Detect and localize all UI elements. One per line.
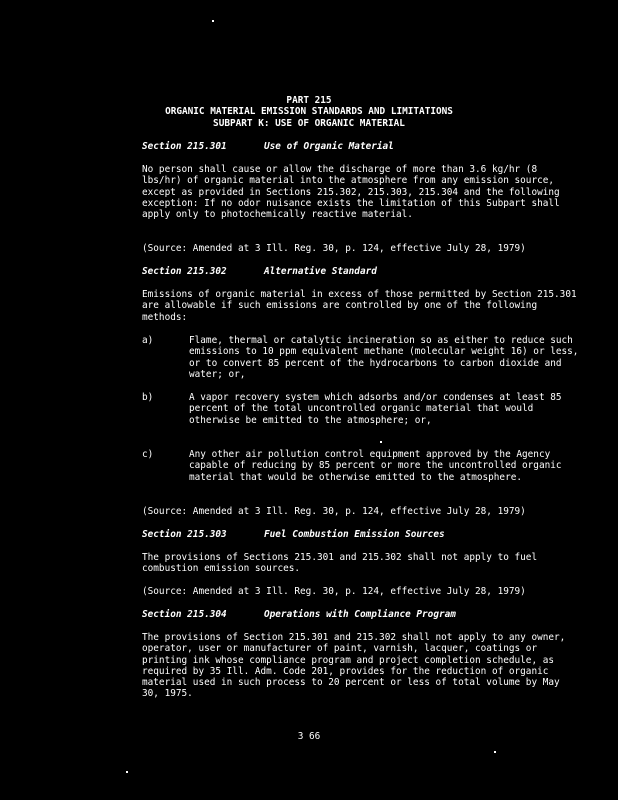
section-301-number: Section 215.301 — [142, 141, 227, 152]
section-301-title: Use of Organic Material — [264, 141, 394, 152]
section-304-number: Section 215.304 — [142, 609, 227, 620]
list-item-text: Flame, thermal or catalytic incineration so as either to reduce such emissions to 10 ppm equivalent methane (molecular weight 16) or less, or to convert 85 percent of the hydrocarbons to carbon dioxide and water; or, — [189, 335, 579, 380]
section-303-heading — [142, 529, 582, 540]
section-302-title: Alternative Standard — [264, 266, 377, 277]
scan-speck — [212, 20, 214, 22]
section-301-heading — [142, 141, 582, 152]
section-303-number: Section 215.303 — [142, 529, 227, 540]
scan-speck — [380, 441, 382, 443]
list-item-text: A vapor recovery system which adsorbs and/or condenses at least 85 percent of the total uncontrolled organic material that would otherwise be emitted to the atmosphere; or, — [189, 392, 562, 426]
part-heading: PART 215 — [286, 95, 332, 106]
list-item-label: a) — [142, 335, 154, 346]
part-title: ORGANIC MATERIAL EMISSION STANDARDS AND LIMITATIONS — [165, 106, 453, 118]
section-302-source: (Source: Amended at 3 Ill. Reg. 30, p. 124, effective July 28, 1979) — [142, 506, 526, 517]
section-302-number: Section 215.302 — [142, 266, 227, 277]
list-item-label: b) — [142, 392, 154, 403]
list-item-text: Any other air pollution control equipment approved by the Agency capable of reducing by 85 percent or more the uncontrolled organic material that would be otherwise emitted to the atmosphere. — [189, 449, 562, 483]
section-303-title: Fuel Combustion Emission Sources — [264, 529, 445, 540]
page-number: 3 66 — [297, 731, 321, 742]
list-item-label: c) — [142, 449, 154, 460]
section-301-body: No person shall cause or allow the discharge of more than 3.6 kg/hr (8 lbs/hr) of organic material into the atmosphere from any emission source, except as provided in Sections 215.302, 215.303, 215.304 and the following exception: If no odor nuisance exists the limitation of this Subpart shall apply only to photochemically reactive material. — [142, 164, 560, 221]
section-301-source: (Source: Amended at 3 Ill. Reg. 30, p. 124, effective July 28, 1979) — [142, 243, 526, 254]
section-304-body: The provisions of Section 215.301 and 215.302 shall not apply to any owner, operator, user or manufacturer of paint, varnish, lacquer, coatings or printing ink whose compliance program and project completion schedule, as required by 35 Ill. Adm. Code 201, provides for the reduction of organic material used in such process to 20 percent or less of total volume by May 30, 1975. — [142, 632, 566, 700]
scan-speck — [126, 771, 128, 773]
section-302-heading — [142, 266, 582, 277]
document-header — [0, 95, 618, 129]
scan-speck — [494, 751, 496, 753]
section-303-body: The provisions of Sections 215.301 and 215.302 shall not apply to fuel combustion emission sources. — [142, 552, 538, 575]
section-304-heading — [142, 609, 582, 620]
subpart-title: SUBPART K: USE OF ORGANIC MATERIAL — [213, 117, 405, 129]
section-304-title: Operations with Compliance Program — [264, 609, 456, 620]
section-302-intro: Emissions of organic material in excess of those permitted by Section 215.301 are allowable if such emissions are controlled by one of the following methods: — [142, 289, 577, 323]
section-303-source: (Source: Amended at 3 Ill. Reg. 30, p. 124, effective July 28, 1979) — [142, 586, 526, 597]
